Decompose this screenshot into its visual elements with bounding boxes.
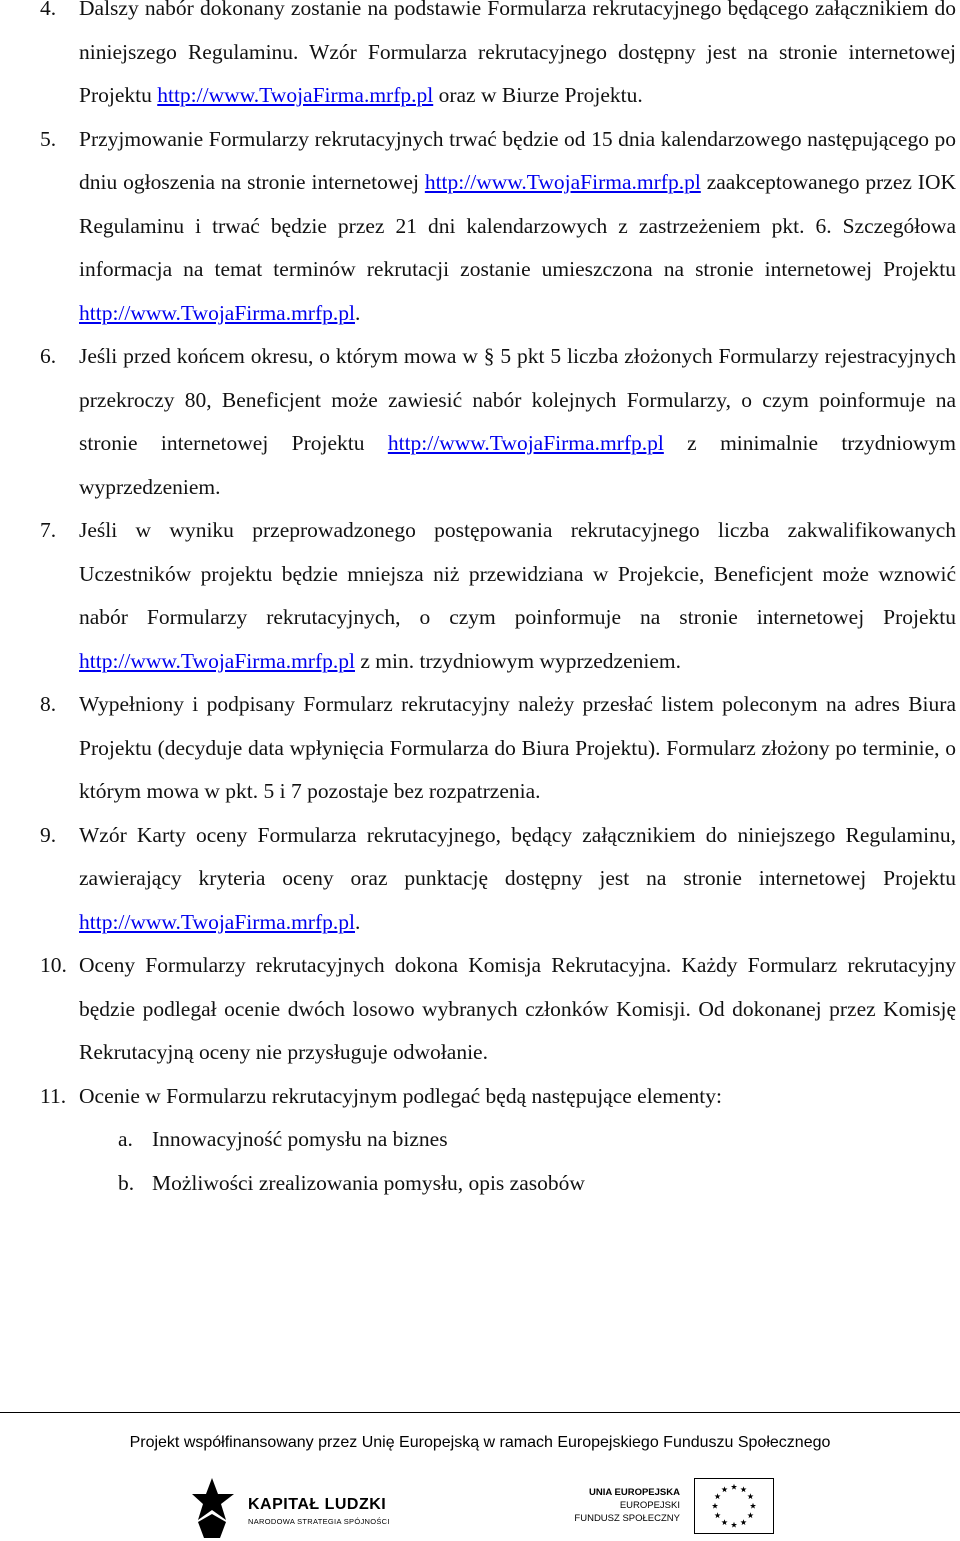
list-item-number: 6. bbox=[40, 344, 57, 368]
project-website-link[interactable]: http://www.TwojaFirma.mrfp.pl bbox=[157, 83, 434, 107]
list-item-number: 4. bbox=[40, 0, 57, 20]
project-website-link[interactable]: http://www.TwojaFirma.mrfp.pl bbox=[424, 170, 701, 194]
project-website-link[interactable]: http://www.TwojaFirma.mrfp.pl bbox=[387, 431, 664, 455]
list-item bbox=[0, 1075, 956, 1119]
list-item-text: oraz w Biurze Projektu. bbox=[433, 83, 643, 107]
kapital-ludzki-mark-icon bbox=[192, 1476, 234, 1538]
sub-list-item bbox=[0, 1118, 956, 1162]
list-item-text: Oceny Formularzy rekrutacyjnych dokona Komisja Rekrutacyjna. Każdy Formularz rekrutacyjny będzie podlegał ocenie dwóch losowo wybranych członków Komisji. Od dokonanej przez Komisję Rekrutacyjną oceny nie przysługuje odwołanie. bbox=[79, 953, 956, 1064]
list-item-text: z minimalnie trzydniowym wyprzedzeniem. bbox=[79, 431, 956, 499]
list-item-text: Wypełniony i podpisany Formularz rekrutacyjny należy przesłać listem poleconym na adres Biura Projektu (decyduje data wpłynięcia Formularza do Biura Projektu). Formularz złożony po terminie, o którym mowa w pkt. 5 i 7 pozostaje bez rozpatrzenia. bbox=[79, 692, 956, 803]
list-item-text: Przyjmowanie Formularzy rekrutacyjnych trwać będzie od 15 dnia kalendarzowego następującego po dniu ogłoszenia na stronie internetowej bbox=[79, 126, 956, 194]
kapital-ludzki-logo bbox=[192, 1476, 402, 1540]
kapital-ludzki-title: KAPITAŁ LUDZKI bbox=[248, 1496, 387, 1513]
eu-efs-text bbox=[574, 1486, 680, 1525]
list-item bbox=[0, 335, 956, 509]
list-item-number: 5. bbox=[40, 126, 57, 151]
sub-list-item-letter: b. bbox=[118, 1170, 135, 1195]
project-website-link[interactable]: http://www.TwojaFirma.mrfp.pl bbox=[79, 648, 355, 673]
list-item-number: 10. bbox=[40, 953, 67, 977]
list-item bbox=[0, 0, 956, 118]
list-item bbox=[0, 814, 956, 945]
list-item-text: Dalszy nabór dokonany zostanie na podstawie Formularza rekrutacyjnego będącego załącznikiem do niniejszego Regulaminu. Wzór Formularza rekrutacyjnego dostępny jest na stronie internetowej Projektu bbox=[79, 0, 956, 107]
project-website-link[interactable]: http://www.TwojaFirma.mrfp.pl bbox=[79, 300, 355, 325]
eu-line-2: EUROPEJSKI bbox=[619, 1500, 680, 1511]
list-item-number: 7. bbox=[40, 518, 57, 542]
list-item-text: zaakceptowanego przez IOK Regulaminu i trwać będzie przez 21 dni kalendarzowych z zastrzeżeniem pkt. 6. Szczegółowa informacja na temat terminów rekrutacji zostanie umieszczona na stronie internetowej Projektu bbox=[79, 170, 956, 281]
list-item bbox=[0, 118, 956, 336]
kapital-ludzki-subtitle: NARODOWA STRATEGIA SPÓJNOŚCI bbox=[248, 1517, 390, 1526]
list-item-text: Wzór Karty oceny Formularza rekrutacyjnego, będący załącznikiem do niniejszego Regulaminu, zawierający kryteria oceny oraz punktację dostępny jest na stronie internetowej Projektu bbox=[79, 822, 956, 890]
sub-list-item-letter: a. bbox=[118, 1127, 133, 1151]
list-item-text: . bbox=[354, 909, 361, 934]
sub-list-item-text: Możliwości zrealizowania pomysłu, opis zasobów bbox=[152, 1170, 585, 1195]
eu-flag-icon bbox=[694, 1478, 774, 1534]
list-item-number: 9. bbox=[40, 822, 57, 847]
list-item bbox=[0, 509, 956, 683]
eu-line-3: FUNDUSZ SPOŁECZNY bbox=[574, 1513, 680, 1524]
list-item-text: z min. trzydniowym wyprzedzeniem. bbox=[354, 648, 681, 673]
eu-line-1: UNIA EUROPEJSKA bbox=[589, 1487, 680, 1498]
list-item-text: Ocenie w Formularzu rekrutacyjnym podlegać będą następujące elementy: bbox=[79, 1083, 722, 1108]
list-item-text: Jeśli w wyniku przeprowadzonego postępowania rekrutacyjnego liczba zakwalifikowanych Uczestników projektu będzie mniejsza niż przewidziana w Projekcie, Beneficjent może wznowić nabór Formularzy rekrutacyjnych, o czym poinformuje na stronie internetowej Projektu bbox=[79, 518, 956, 629]
sub-list-item bbox=[0, 1162, 956, 1206]
footer-cofinancing-text: Projekt współfinansowany przez Unię Europejską w ramach Europejskiego Funduszu Społecznego bbox=[129, 1434, 831, 1451]
sub-list-item-text: Innowacyjność pomysłu na biznes bbox=[152, 1127, 448, 1151]
list-item-text: Jeśli przed końcem okresu, o którym mowa w § 5 pkt 5 liczba złożonych Formularzy rejestracyjnych przekroczy 80, Beneficjent może zawiesić nabór kolejnych Formularzy, o czym poinformuje na stronie internetowej Projektu bbox=[79, 344, 956, 455]
list-item-number: 11. bbox=[40, 1083, 67, 1108]
list-item bbox=[0, 944, 956, 1075]
footer-divider bbox=[0, 1412, 960, 1413]
list-item-text: . bbox=[354, 300, 361, 325]
list-item-number: 8. bbox=[40, 692, 57, 716]
list-item bbox=[0, 683, 956, 814]
eu-efs-logo bbox=[568, 1478, 774, 1538]
project-website-link[interactable]: http://www.TwojaFirma.mrfp.pl bbox=[79, 909, 355, 934]
